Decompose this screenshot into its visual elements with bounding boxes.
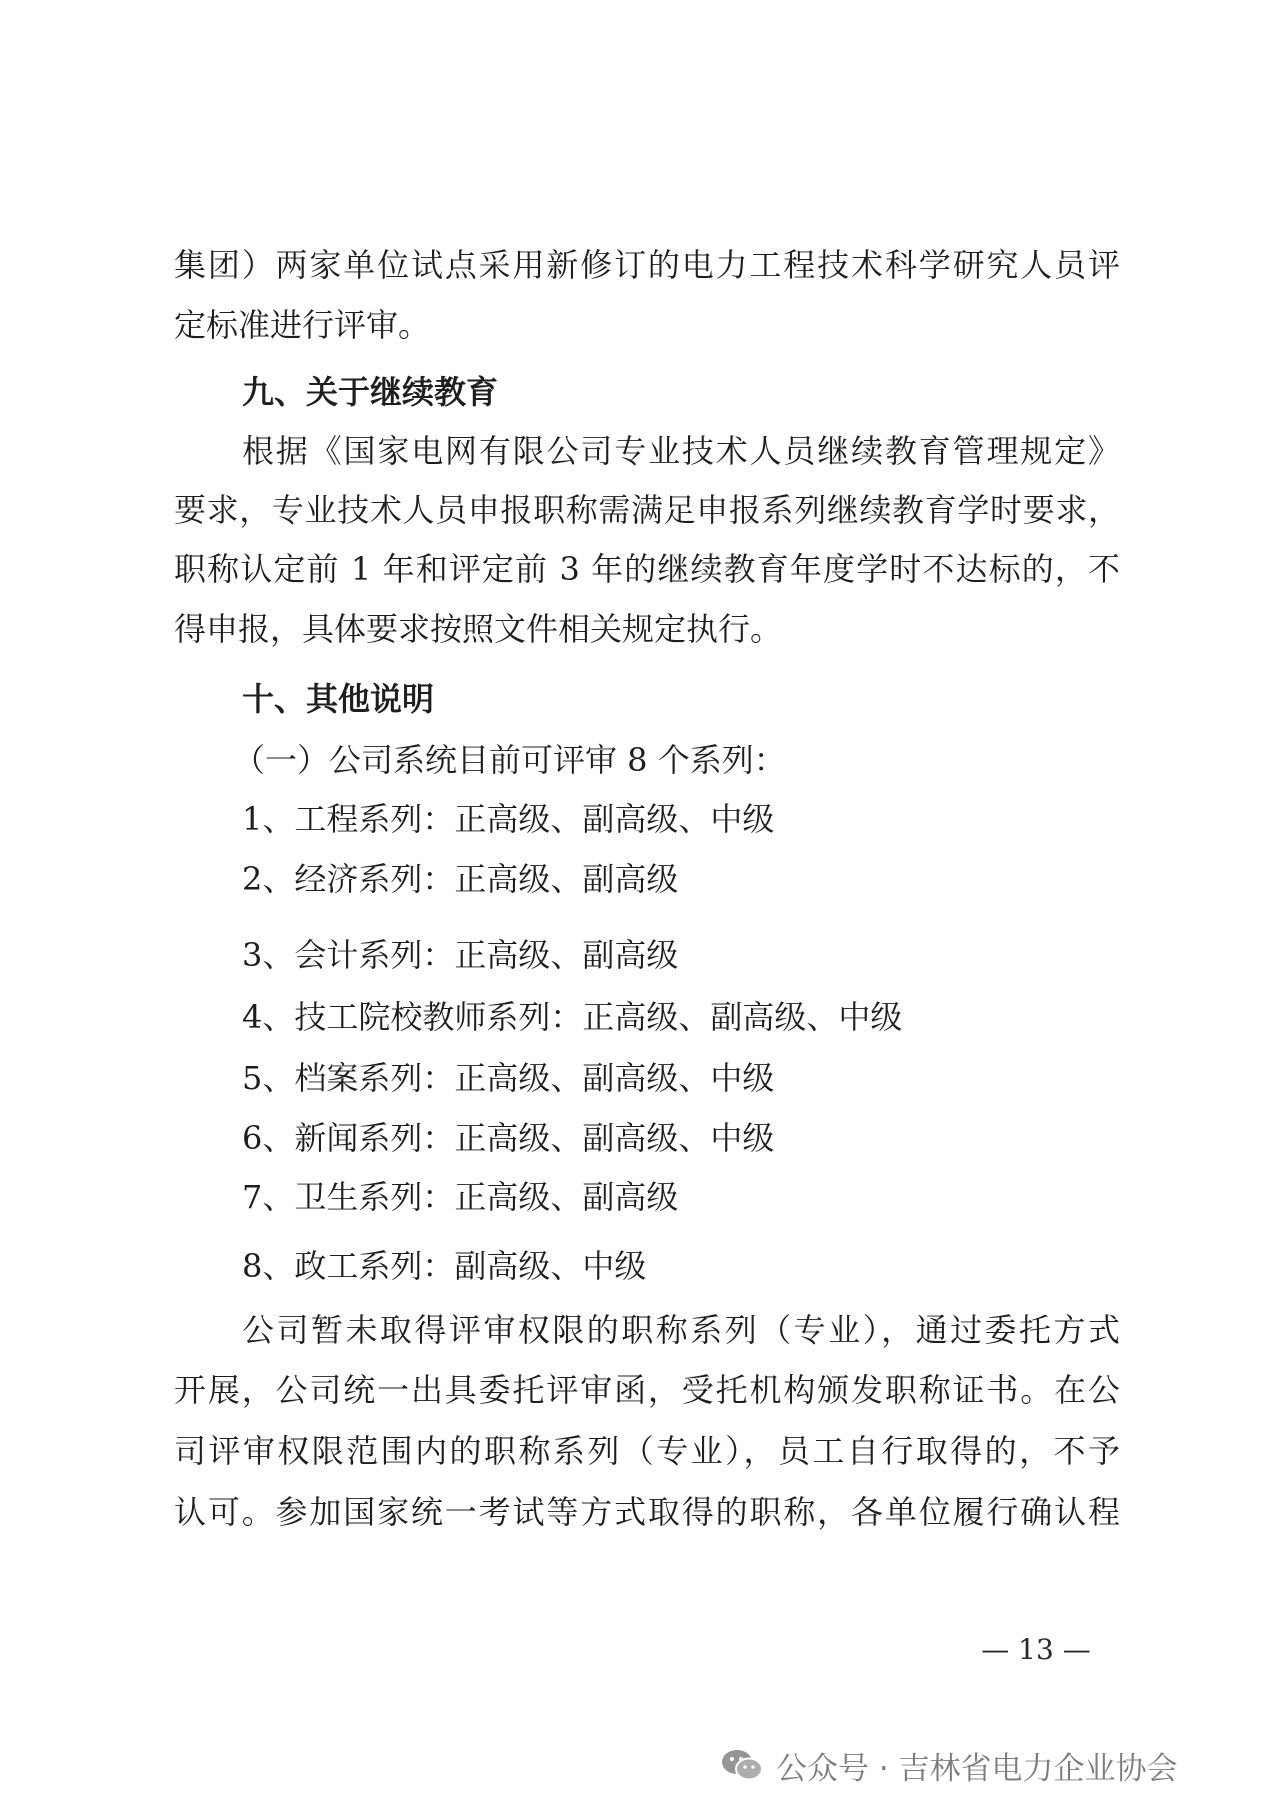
list-item: 1、工程系列：正高级、副高级、中级 bbox=[242, 800, 775, 838]
watermark bbox=[720, 1740, 1178, 1790]
list-item: 3、会计系列：正高级、副高级 bbox=[242, 936, 679, 974]
wechat-icon bbox=[720, 1747, 764, 1783]
body-text-line: 得申报，具体要求按照文件相关规定执行。 bbox=[174, 610, 783, 648]
list-item: 2、经济系列：正高级、副高级 bbox=[242, 860, 679, 898]
body-text-line: 定标准进行评审。 bbox=[174, 306, 431, 344]
body-text-line: 集团）两家单位试点采用新修订的电力工程技术科学研究人员评 bbox=[174, 246, 1120, 284]
list-item: 5、档案系列：正高级、副高级、中级 bbox=[242, 1059, 775, 1097]
list-item: 6、新闻系列：正高级、副高级、中级 bbox=[242, 1119, 775, 1157]
watermark-text: 公众号 · 吉林省电力企业协会 bbox=[776, 1750, 1178, 1787]
subsection-line: （一）公司系统目前可评审 8 个系列： bbox=[233, 741, 786, 779]
body-text-line: 公司暂未取得评审权限的职称系列（专业），通过委托方式 bbox=[242, 1311, 1120, 1349]
section-heading: 十、其他说明 bbox=[242, 680, 435, 718]
list-item: 4、技工院校教师系列：正高级、副高级、中级 bbox=[242, 998, 903, 1036]
page-number: — 13 — bbox=[981, 1633, 1091, 1666]
body-text-line: 开展，公司统一出具委托评审函，受托机构颁发职称证书。在公 bbox=[174, 1371, 1120, 1409]
body-text-line: 司评审权限范围内的职称系列（专业），员工自行取得的，不予 bbox=[174, 1432, 1120, 1470]
body-text-line: 要求，专业技术人员申报职称需满足申报系列继续教育学时要求， bbox=[174, 491, 1120, 529]
list-item: 7、卫生系列：正高级、副高级 bbox=[242, 1178, 679, 1216]
section-heading: 九、关于继续教育 bbox=[242, 373, 499, 411]
list-item: 8、政工系列：副高级、中级 bbox=[242, 1247, 647, 1285]
body-text-line: 认可。参加国家统一考试等方式取得的职称，各单位履行确认程 bbox=[174, 1493, 1120, 1531]
body-text-line: 职称认定前 1 年和评定前 3 年的继续教育年度学时不达标的，不 bbox=[174, 550, 1120, 588]
body-text-line: 根据《国家电网有限公司专业技术人员继续教育管理规定》 bbox=[242, 432, 1120, 470]
